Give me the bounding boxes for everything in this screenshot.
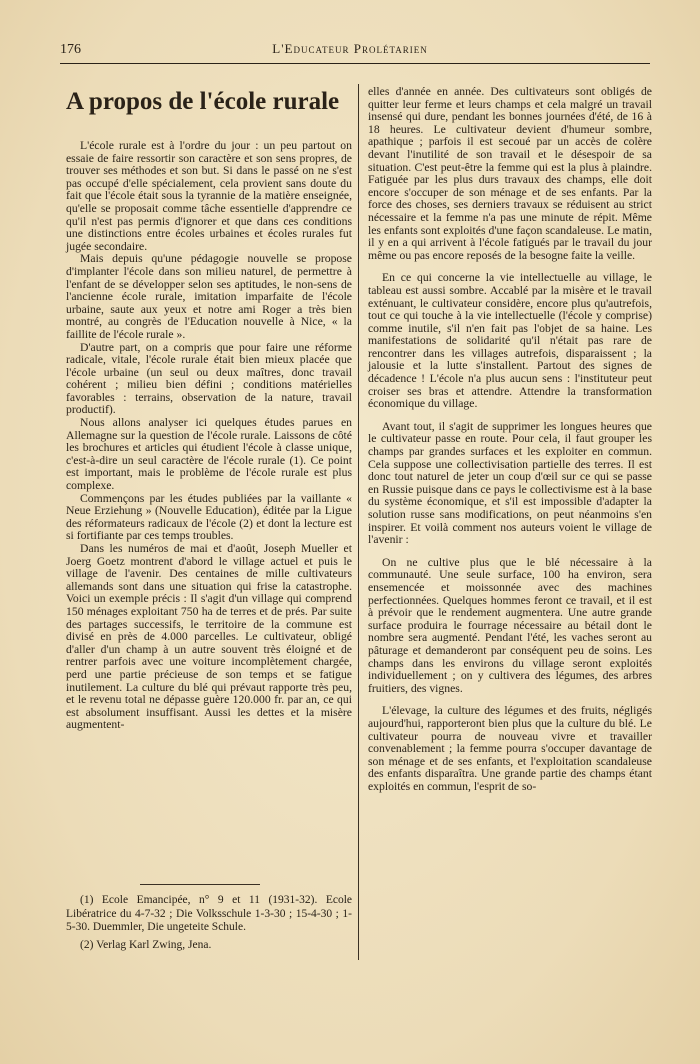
- paragraph: Mais depuis qu'une pédagogie nouvelle se propose d'implanter l'école dans son milieu naturel, de permettre à l'enfant de se développer selon ses aptitudes, le non-sens de l'ancienne école rurale, imitation imparfaite de l'école urbaine, saute aux yeux et notre ami Roger a très bien montré, au congrès de l'Education nouvelle à Nice, « la faillite de l'école rurale ».: [66, 252, 352, 341]
- paragraph: Commençons par les études publiées par la vaillante « Neue Erziehung » (Nouvelle Education), éditée par la Ligue des réformateurs radicaux de l'école (2) et dont la lecture est si fortifiante par ces temps troubles.: [66, 491, 352, 543]
- left-column: [66, 140, 352, 732]
- paragraph: L'école rurale est à l'ordre du jour : un peu partout on essaie de faire ressortir son caractère et son sens propres, de trouver ses méthodes et son but. Si dans le passé on ne s'est pas occupé d'elle spécialement, cela provient sans doute du fait que l'école était sous la tyrannie de la matière enseignée, qu'elle se proposait comme tâche essentielle d'apprendre ce qu'il n'est pas permis d'ignorer et que dans ces conditions une distinctions entre écoles urbaines et écoles rurales fut jugée secondaire.: [66, 139, 352, 253]
- paragraph: On ne cultive plus que le blé nécessaire à la communauté. Une seule surface, 100 ha environ, sera ensemencée et moissonnée avec des machines perfectionnées. Quelques hommes feront ce travail, et il est à prévoir que le rendement augmentera. Une autre grande surface produira le fourrage nécessaire au bétail dont le nombre sera augmenté. Pendant l'été, les vaches seront au pâturage et demanderont par conséquent peu de soins. Les champs dans les environs du village seront exploités individuellement ; on y cultivera des légumes, des arbres fruitiers, des vignes.: [368, 555, 652, 695]
- footnote-rule: [140, 884, 260, 885]
- paragraph: L'élevage, la culture des légumes et des fruits, négligés aujourd'hui, rapporteront bien plus que la culture du blé. Le cultivateur pourra de nouveau vivre et travailler convenablement ; la femme pourra s'occuper davantage de son ménage et de ses enfants, et l'exploitation scandaleuse des enfants disparaîtra. Une grande partie des champs étant exploités en commun, l'esprit de so-: [368, 704, 652, 793]
- footnote-1: (1) Ecole Emancipée, n° 9 et 11 (1931-32). Ecole Libératrice du 4-7-32 ; Die Volksschule 1-3-30 ; 15-4-30 ; 1-5-30. Duemmler, Die ungeteite Schule.: [66, 894, 352, 933]
- paragraph: Avant tout, il s'agit de supprimer les longues heures que le cultivateur passe en route. Pour cela, il faut grouper les champs par grandes surfaces et les exploiter en commun. Cela suppose une collectivisation partielle des terres. Il est donc tout naturel de jeter un coup d'œil sur ce qui se passe en Russie puisque dans ce pays le collectivisme est à la base du système économique, et s'il est impossible d'adapter la solution russe sans modifications, on peut néanmoins s'en inspirer. Et voilà comment nos auteurs voient le village de l'avenir :: [368, 419, 652, 547]
- header-rule: [60, 63, 650, 64]
- paragraph: En ce qui concerne la vie intellectuelle au village, le tableau est aussi sombre. Accablé par la misère et le travail exténuant, le cultivateur considère, encore plus qu'autrefois, tout ce qui touche à la vie intellectuelle (l'école y comprise) comme inutile, s'il n'en fait pas l'objet de sa haine. Les manifestations de solidarité qu'il n'était pas rare de rencontrer dans les villages autrefois, disparaissent ; la jalousie et la lutte s'installent. Partout des signes de décadence ! L'école n'a plus aucun sens : l'instituteur peut croiser ses bras et attendre. Attendre la transformation économique du village.: [368, 271, 652, 411]
- paragraph: Dans les numéros de mai et d'août, Joseph Mueller et Joerg Goetz montrent d'abord le village actuel et puis le village de l'avenir. Des centaines de mille cultivateurs allemands sont dans une situation qui frise la catastrophe. Voici un exemple précis : Il s'agit d'un village qui comprend 150 ménages exploitant 750 ha de terres et de prés. Par suite des partages successifs, le territoire de la commune est divisé en près de 4.000 parcelles. Le cultivateur, obligé d'aller d'un champ à un autre souvent très éloigné et de rentrer parfois avec une voiture incomplètement chargée, perd une partie précieuse de son temps et se fatigue inutilement. La culture du blé qui prévaut rapporte très peu, et le revenu total ne dépasse guère 120.000 fr. par an, ce qui est absolument insuffisant. Aussi les dettes et la misère augmentent-: [66, 542, 352, 732]
- footnotes: [66, 894, 352, 952]
- journal-title: L'Educateur Prolétarien: [272, 41, 428, 56]
- paragraph: D'autre part, on a compris que pour faire une réforme radicale, vitale, l'école rurale était bien mieux placée que l'école urbaine (un seul ou deux maîtres, donc travail cohérent ; milieu bien défini ; conditions matérielles favorables : terrains, observation de la nature, travail productif).: [66, 340, 352, 417]
- page-number: 176: [60, 42, 81, 57]
- article-title: A propos de l'école rurale: [66, 88, 340, 115]
- footnote-2: (2) Verlag Karl Zwing, Jena.: [80, 938, 212, 951]
- paragraph: elles d'année en année. Des cultivateurs sont obligés de quitter leur ferme et leurs champs et cela malgré un travail insensé qui dure, pendant les bonnes journées d'été, de 16 à 18 heures. Le cultivateur devient d'humeur sombre, apathique ; parfois il est secoué par un accès de colère devant l'inutilité de son travail et le désespoir de sa situation. C'est peut-être la femme qui est la plus à plaindre. Fatiguée par les plus durs travaux des champs, elle doit encore s'occuper de son ménage et de ses enfants. Par la force des choses, ses derniers travaux se réduisent au strict nécessaire et la femme n'a pas une minute de répit. Même les enfants sont exploités d'une façon scandaleuse. Le matin, il y en a qui arrivent à l'école fatigués par le travail du jour même ou pas encore reposés de la besogne faite la veille.: [368, 85, 652, 262]
- column-divider: [358, 84, 359, 960]
- paragraph: Nous allons analyser ici quelques études parues en Allemagne sur la question de l'école rurale. Laissons de côté les brochures et articles qui étudient l'école à classe unique, c'est-à-dire un seul caractère de l'école rurale (1). Ce point est important, mais le problème de l'école rurale est plus complexe.: [66, 416, 352, 493]
- right-column: [368, 86, 652, 793]
